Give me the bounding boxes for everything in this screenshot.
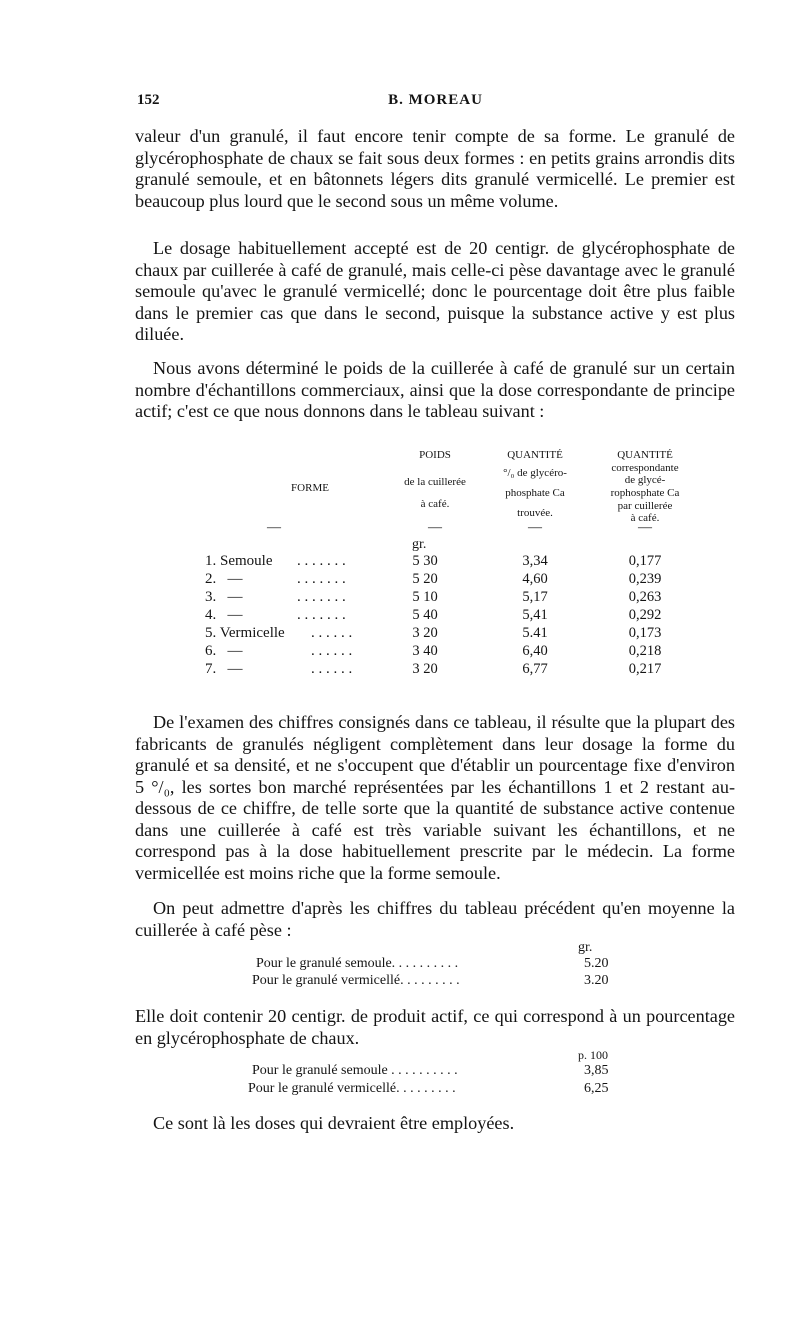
row-3-label: 3. — [205,589,243,605]
row-4-pct: 5,41 [522,607,548,623]
row-5-label: 5. Vermicelle [205,625,285,641]
row-7-dots: . . . . . . [311,661,353,677]
row-7-qte: 0,217 [628,661,662,677]
row-6-pct: 6,40 [522,643,548,659]
separator-dash: — [267,520,281,535]
header-quantite-pct-3: phosphate Ca [505,487,565,499]
row-2-poids: 5 20 [412,571,438,587]
header-poids-1: POIDS [419,449,451,461]
header-quantite-cuil-5: par cuillerée [617,500,673,512]
header-quantite-pct-4: trouvée. [517,507,553,519]
row-6-dots: . . . . . . [311,643,353,659]
row-7-label: 7. — [205,661,243,677]
header-quantite-pct-2: °/₀ de glycéro- [503,467,567,479]
row-1-dots: . . . . . . . [297,553,346,569]
paragraph-7: Ce sont là les doses qui devraient être employées. [153,1113,515,1133]
row-1-pct: 3,34 [522,553,548,569]
header-quantite-cuil-2: correspondante [611,462,679,474]
weight-item-value: 3.20 [584,973,609,988]
row-1-label: 1. Semoule [205,553,273,569]
header-quantite-cuil-4: rophosphate Ca [610,487,680,499]
row-4-dots: . . . . . . . [297,607,346,623]
percentage-item-label: Pour le granulé semoule . . . . . . . . . . [252,1063,458,1078]
percentage-item-value: 6,25 [584,1081,609,1096]
row-5-pct: 5.41 [522,625,548,641]
header-quantite-cuil-6: à café. [630,512,660,524]
row-4-qte: 0,292 [628,607,662,623]
row-1-poids: 5 30 [412,553,438,569]
weight-item-value: 5.20 [584,956,609,971]
percentage-unit: p. 100 [578,1048,608,1062]
header-forme: FORME [291,482,329,494]
paragraph-1: valeur d'un granulé, il faut encore tenir compte de sa forme. Le granulé de glycérophosphate de chaux se fait sous deux formes : en petits grains arrondis dits granulé semoule, et en bâtonnets légers dits granulé vermicellé. Le premier est beaucoup plus lourd que le second sous un même volume. [135,126,735,211]
row-4-label: 4. — [205,607,243,623]
percentage-item-label: Pour le granulé vermicellé. . . . . . . . . [248,1081,456,1096]
separator-dash: — [528,520,542,535]
header-poids-3: à café. [420,498,450,510]
weight-item-label: Pour le granulé semoule. . . . . . . . . . [256,956,459,971]
row-2-pct: 4,60 [522,571,548,587]
row-2-qte: 0,239 [628,571,662,587]
row-4-poids: 5 40 [412,607,438,623]
separator-dash: — [638,520,652,535]
row-3-dots: . . . . . . . [297,589,346,605]
row-5-qte: 0,173 [628,625,662,641]
header-quantite-cuil-3: de glycé- [624,474,666,486]
header-quantite-pct-1: QUANTITÉ [507,449,563,461]
row-5-poids: 3 20 [412,625,438,641]
page-number: 152 [137,92,160,108]
row-7-poids: 3 20 [412,661,438,677]
paragraph-2: Le dosage habituellement accepté est de 20 centigr. de glycérophosphate de chaux par cuillerée à café de granulé, mais celle-ci pèse davantage avec le granulé semoule qu'avec le granulé vermicellé; donc le pourcentage doit être plus faible dans le premier cas que dans le second, puisque la substance active y est plus diluée. [135,238,735,344]
header-quantite-cuil-1: QUANTITÉ [617,449,673,461]
paragraph-3: Nous avons déterminé le poids de la cuillerée à café de granulé sur un certain nombre d'échantillons commerciaux, ainsi que la dose correspondante de principe actif; c'est ce que nous donnons dans le tableau suivant : [135,358,735,421]
row-3-pct: 5,17 [522,589,548,605]
weight-unit: gr. [578,940,593,955]
row-5-dots: . . . . . . [311,625,353,641]
row-2-label: 2. — [205,571,243,587]
row-6-qte: 0,218 [628,643,662,659]
paragraph-4: De l'examen des chiffres consignés dans ce tableau, il résulte que la plupart des fabricants de granulés négligent complètement dans leur dosage la forme du granulé et sa densité, et ne s'occupent que d'établir un pourcentage fixe d'environ 5 °/₀, les sortes bon marché représentées par les échantillons 1 et 2 restant au-dessous de ce chiffre, de telle sorte que la quantité de substance active contenue dans une cuillerée à café est très variable suivant les échantillons, et ne correspond pas à la dose habituellement prescrite par le médecin. La forme vermicellée est moins riche que la forme semoule. [135,712,735,883]
percentage-item-value: 3,85 [584,1063,609,1078]
paragraph-5: On peut admettre d'après les chiffres du tableau précédent qu'en moyenne la cuillerée à café pèse : [135,898,735,940]
weight-item-label: Pour le granulé vermicellé. . . . . . . . . [252,973,460,988]
row-2-dots: . . . . . . . [297,571,346,587]
separator-dash: — [428,520,442,535]
row-1-qte: 0,177 [628,553,662,569]
row-3-poids: 5 10 [412,589,438,605]
row-6-label: 6. — [205,643,243,659]
running-title: B. MOREAU [388,92,483,108]
row-3-qte: 0,263 [628,589,662,605]
row-6-poids: 3 40 [412,643,438,659]
unit-gr: gr. [412,537,427,552]
header-poids-2: de la cuillerée [404,476,466,488]
row-7-pct: 6,77 [522,661,548,677]
paragraph-6: Elle doit contenir 20 centigr. de produit actif, ce qui correspond à un pourcentage en glycérophosphate de chaux. [135,1006,735,1048]
